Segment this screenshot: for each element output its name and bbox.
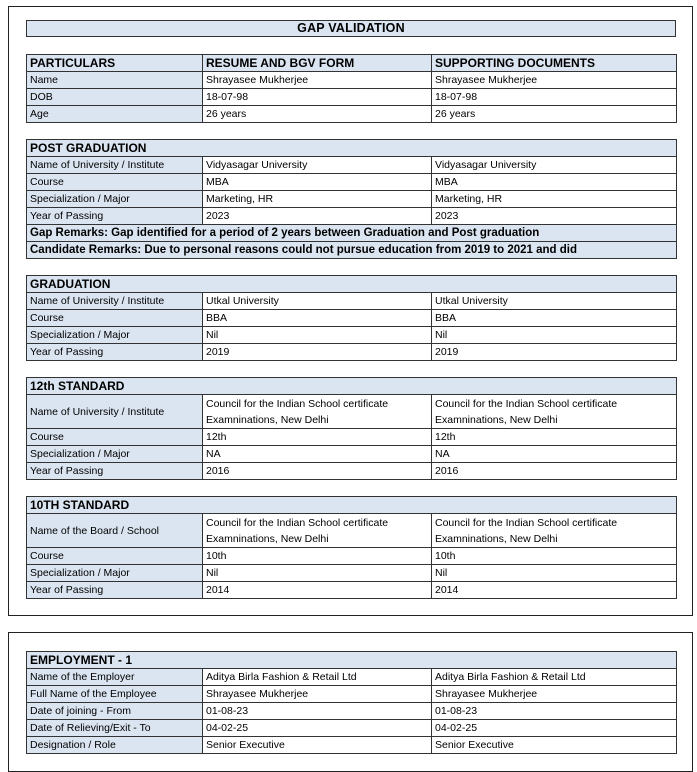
docs-value: 2023 [432,208,677,225]
row-label: Name [27,72,203,89]
row-label: Date of Relieving/Exit - To [27,720,203,737]
resume-value: 26 years [203,106,432,123]
resume-value: Shrayasee Mukherjee [203,72,432,89]
header-particulars: PARTICULARS [27,55,203,72]
header-row [27,55,677,72]
docs-value: Vidyasagar University [432,157,677,174]
page-title: GAP VALIDATION [26,20,676,37]
employment-1-table [26,651,677,754]
docs-value: 10th [432,548,677,565]
row-label: Date of joining - From [27,703,203,720]
row-label: Specialization / Major [27,327,203,344]
docs-value: Council for the Indian School certificate Examninations, New Delhi [432,514,677,548]
header-supporting-docs: SUPPORTING DOCUMENTS [432,55,677,72]
resume-value: Senior Executive [203,737,432,754]
docs-value: Shrayasee Mukherjee [432,72,677,89]
docs-value: NA [432,446,677,463]
resume-value: 2023 [203,208,432,225]
header-resume: RESUME AND BGV FORM [203,55,432,72]
docs-value: Nil [432,565,677,582]
table-row [27,191,677,208]
resume-value: Nil [203,327,432,344]
resume-value: 2014 [203,582,432,599]
row-label: Course [27,174,203,191]
resume-value: MBA [203,174,432,191]
row-label: Name of the Board / School [27,514,203,548]
table-row [27,72,677,89]
table-row [27,703,677,720]
resume-value: 10th [203,548,432,565]
resume-value: Marketing, HR [203,191,432,208]
table-row [27,208,677,225]
gap-remarks: Gap Remarks: Gap identified for a period of 2 years between Graduation and Post graduation [27,225,677,242]
row-label: Name of University / Institute [27,157,203,174]
docs-value: 01-08-23 [432,703,677,720]
table-row [27,565,677,582]
row-label: Specialization / Major [27,565,203,582]
resume-value: Utkal University [203,293,432,310]
table-row [27,514,677,548]
row-label: Designation / Role [27,737,203,754]
personal-table [26,54,677,123]
row-label: Age [27,106,203,123]
table-row [27,446,677,463]
table-row [27,89,677,106]
section-heading: 12th STANDARD [27,378,677,395]
resume-value: 01-08-23 [203,703,432,720]
section-heading: EMPLOYMENT - 1 [27,652,677,669]
section-heading: GRADUATION [27,276,677,293]
table-row [27,720,677,737]
docs-value: 12th [432,429,677,446]
row-label: Specialization / Major [27,446,203,463]
docs-value: 2014 [432,582,677,599]
row-label: Course [27,548,203,565]
resume-value: 04-02-25 [203,720,432,737]
docs-value: Aditya Birla Fashion & Retail Ltd [432,669,677,686]
resume-value: 12th [203,429,432,446]
docs-value: 18-07-98 [432,89,677,106]
table-row [27,737,677,754]
table-row [27,669,677,686]
table-row [27,344,677,361]
resume-value: Vidyasagar University [203,157,432,174]
docs-value: Council for the Indian School certificate Examninations, New Delhi [432,395,677,429]
table-row [27,463,677,480]
row-label: Full Name of the Employee [27,686,203,703]
row-label: Name of the Employer [27,669,203,686]
table-row [27,157,677,174]
post-graduation-table [26,139,677,259]
table-row [27,174,677,191]
row-label: Name of University / Institute [27,293,203,310]
table-row [27,293,677,310]
resume-value: Aditya Birla Fashion & Retail Ltd [203,669,432,686]
twelfth-standard-table [26,377,677,480]
row-label: Name of University / Institute [27,395,203,429]
table-row [27,429,677,446]
table-row [27,686,677,703]
docs-value: 2019 [432,344,677,361]
graduation-table [26,275,677,361]
docs-value: Utkal University [432,293,677,310]
row-label: Course [27,429,203,446]
candidate-remarks: Candidate Remarks: Due to personal reasons could not pursue education from 2019 to 2021 and did [27,242,677,259]
resume-value: Shrayasee Mukherjee [203,686,432,703]
resume-value: 2019 [203,344,432,361]
resume-value: Council for the Indian School certificate Examninations, New Delhi [203,514,432,548]
section-heading: 10TH STANDARD [27,497,677,514]
resume-value: 2016 [203,463,432,480]
docs-value: Shrayasee Mukherjee [432,686,677,703]
docs-value: 2016 [432,463,677,480]
row-label: Specialization / Major [27,191,203,208]
table-row [27,582,677,599]
row-label: Year of Passing [27,463,203,480]
docs-value: Marketing, HR [432,191,677,208]
docs-value: 26 years [432,106,677,123]
table-row [27,106,677,123]
tenth-standard-table [26,496,677,599]
row-label: Course [27,310,203,327]
table-row [27,548,677,565]
resume-value: Council for the Indian School certificate Examninations, New Delhi [203,395,432,429]
section-heading: POST GRADUATION [27,140,677,157]
resume-value: BBA [203,310,432,327]
docs-value: Nil [432,327,677,344]
row-label: Year of Passing [27,344,203,361]
resume-value: Nil [203,565,432,582]
row-label: Year of Passing [27,208,203,225]
row-label: DOB [27,89,203,106]
table-row [27,327,677,344]
row-label: Year of Passing [27,582,203,599]
resume-value: NA [203,446,432,463]
docs-value: Senior Executive [432,737,677,754]
table-row [27,310,677,327]
resume-value: 18-07-98 [203,89,432,106]
docs-value: 04-02-25 [432,720,677,737]
table-row [27,395,677,429]
docs-value: BBA [432,310,677,327]
docs-value: MBA [432,174,677,191]
